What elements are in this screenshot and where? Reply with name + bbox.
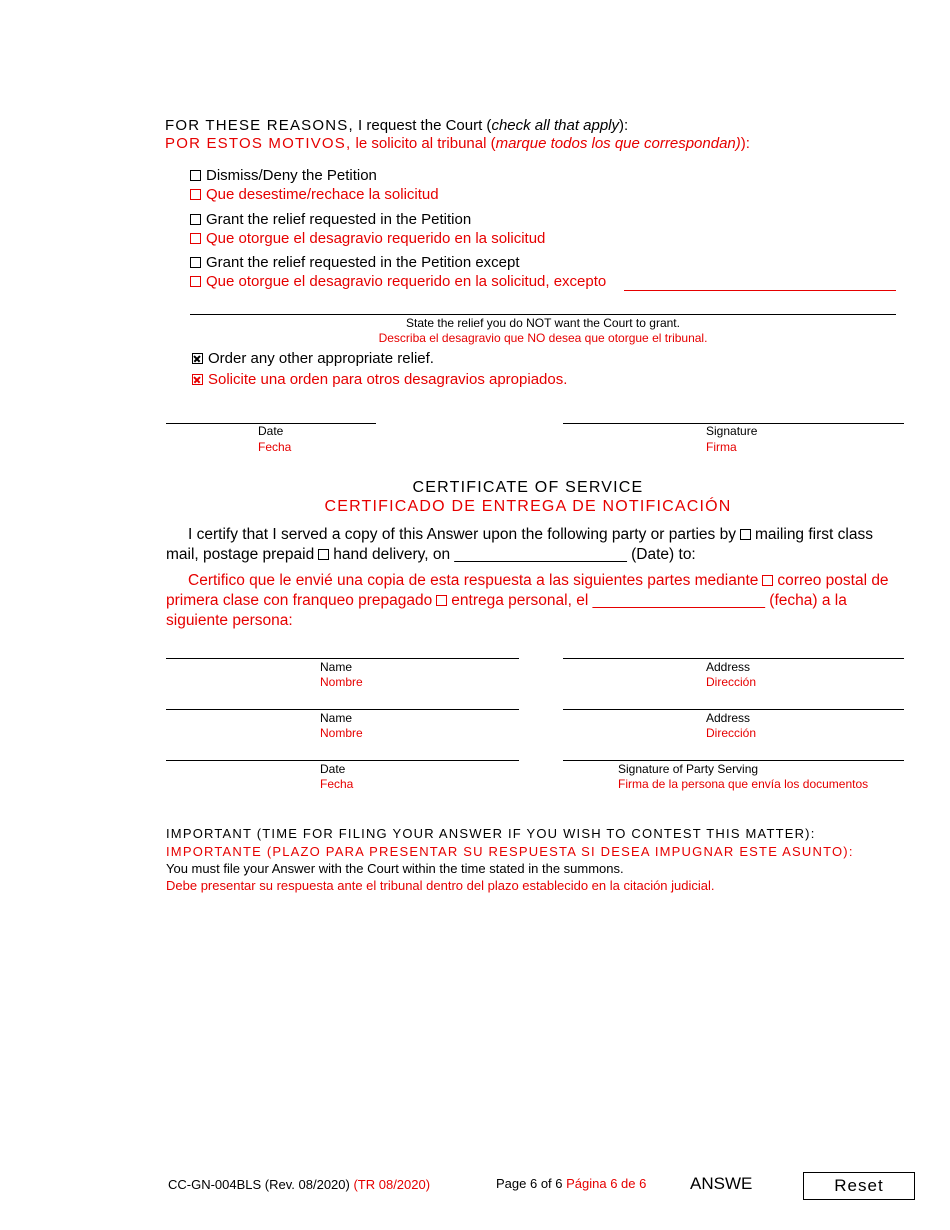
address-line-1[interactable] [563, 658, 904, 659]
relief-input-line[interactable] [190, 314, 896, 315]
important-heading-es: IMPORTANTE (PLAZO PARA PRESENTAR SU RESPUESTA SI DESEA IMPUGNAR ESTE ASUNTO): [166, 844, 854, 859]
checkbox-other-relief-es[interactable] [192, 374, 203, 385]
signature-label-es: Firma [706, 440, 737, 454]
date-label: Date [258, 424, 284, 438]
address-label-1: Address [706, 660, 751, 674]
checkbox-correo[interactable] [762, 575, 773, 586]
option-dismiss-es[interactable]: Que desestime/rechace la solicitud [190, 186, 439, 203]
service-date-label: Date [320, 762, 346, 776]
except-underline[interactable] [624, 290, 896, 291]
name-label-1-es: Nombre [320, 675, 363, 689]
checkbox-dismiss[interactable] [190, 170, 201, 181]
checkbox-grant[interactable] [190, 214, 201, 225]
address-line-2[interactable] [563, 709, 904, 710]
address-label-2-es: Dirección [706, 726, 757, 740]
answer-field[interactable]: ANSWE [690, 1174, 753, 1193]
name-label-2-es: Nombre [320, 726, 363, 740]
option-grant[interactable]: Grant the relief requested in the Petition [190, 211, 471, 228]
checkbox-dismiss-es[interactable] [190, 189, 201, 200]
checkbox-grant-es[interactable] [190, 233, 201, 244]
name-line-2[interactable] [166, 709, 519, 710]
option-grant-except-es[interactable]: Que otorgue el desagravio requerido en la solicitud, excepto [190, 273, 606, 290]
certificate-title: CERTIFICATE OF SERVICE [412, 479, 644, 496]
option-other-relief-es[interactable]: Solicite una orden para otros desagravios apropiados. [192, 371, 567, 388]
name-label-1: Name [320, 660, 353, 674]
checkbox-grant-except[interactable] [190, 257, 201, 268]
option-dismiss[interactable]: Dismiss/Deny the Petition [190, 167, 377, 184]
reset-button[interactable]: Reset [803, 1172, 915, 1200]
page-number: Page 6 of 6 Página 6 de 6 [496, 1176, 647, 1191]
serving-signature-label: Signature of Party Serving [618, 762, 759, 776]
service-date-label-es: Fecha [320, 777, 354, 791]
option-grant-except[interactable]: Grant the relief requested in the Petition except [190, 254, 520, 271]
checkbox-grant-except-es[interactable] [190, 276, 201, 287]
reasons-heading-en: FOR THESE REASONS, I request the Court (check all that apply): [165, 117, 629, 134]
serving-signature-label-es: Firma de la persona que envía los documentos [618, 777, 869, 791]
serving-signature-line[interactable] [563, 760, 904, 761]
checkbox-other-relief[interactable] [192, 353, 203, 364]
option-other-relief[interactable]: Order any other appropriate relief. [192, 350, 434, 367]
address-label-1-es: Dirección [706, 675, 757, 689]
checkbox-entrega[interactable] [436, 595, 447, 606]
name-label-2: Name [320, 711, 353, 725]
form-id: CC-GN-004BLS (Rev. 08/2020) (TR 08/2020) [168, 1177, 431, 1192]
address-label-2: Address [706, 711, 751, 725]
date-label-es: Fecha [258, 440, 292, 454]
certificate-paragraph-en: I certify that I served a copy of this Answer upon the following party or parties by mailing first class mail, postage prepaid hand delivery, on ____________________ (Date) to: [166, 526, 873, 563]
service-date-line[interactable] [166, 760, 519, 761]
important-body-es: Debe presentar su respuesta ante el tribunal dentro del plazo establecido en la citación judicial. [166, 878, 715, 893]
signature-label: Signature [706, 424, 758, 438]
reasons-heading-es: POR ESTOS MOTIVOS, le solicito al tribunal (marque todos los que correspondan)): [165, 135, 750, 152]
checkbox-mailing[interactable] [740, 529, 751, 540]
name-line-1[interactable] [166, 658, 519, 659]
option-grant-es[interactable]: Que otorgue el desagravio requerido en la solicitud [190, 230, 545, 247]
important-heading: IMPORTANT (TIME FOR FILING YOUR ANSWER IF YOU WISH TO CONTEST THIS MATTER): [166, 826, 816, 841]
certificate-title-es: CERTIFICADO DE ENTREGA DE NOTIFICACIÓN [324, 498, 732, 515]
important-body: You must file your Answer with the Court within the time stated in the summons. [166, 861, 624, 876]
certificate-paragraph-es: Certifico que le envié una copia de esta respuesta a las siguientes partes mediante correo postal de primera clase con franqueo prepagado entrega personal, el ____________________ (fecha) a la siguiente persona: [166, 572, 889, 629]
relief-note-es: Describa el desagravio que NO desea que otorgue el tribunal. [378, 331, 708, 345]
relief-note-en: State the relief you do NOT want the Court to grant. [406, 316, 680, 330]
checkbox-hand-delivery[interactable] [318, 549, 329, 560]
